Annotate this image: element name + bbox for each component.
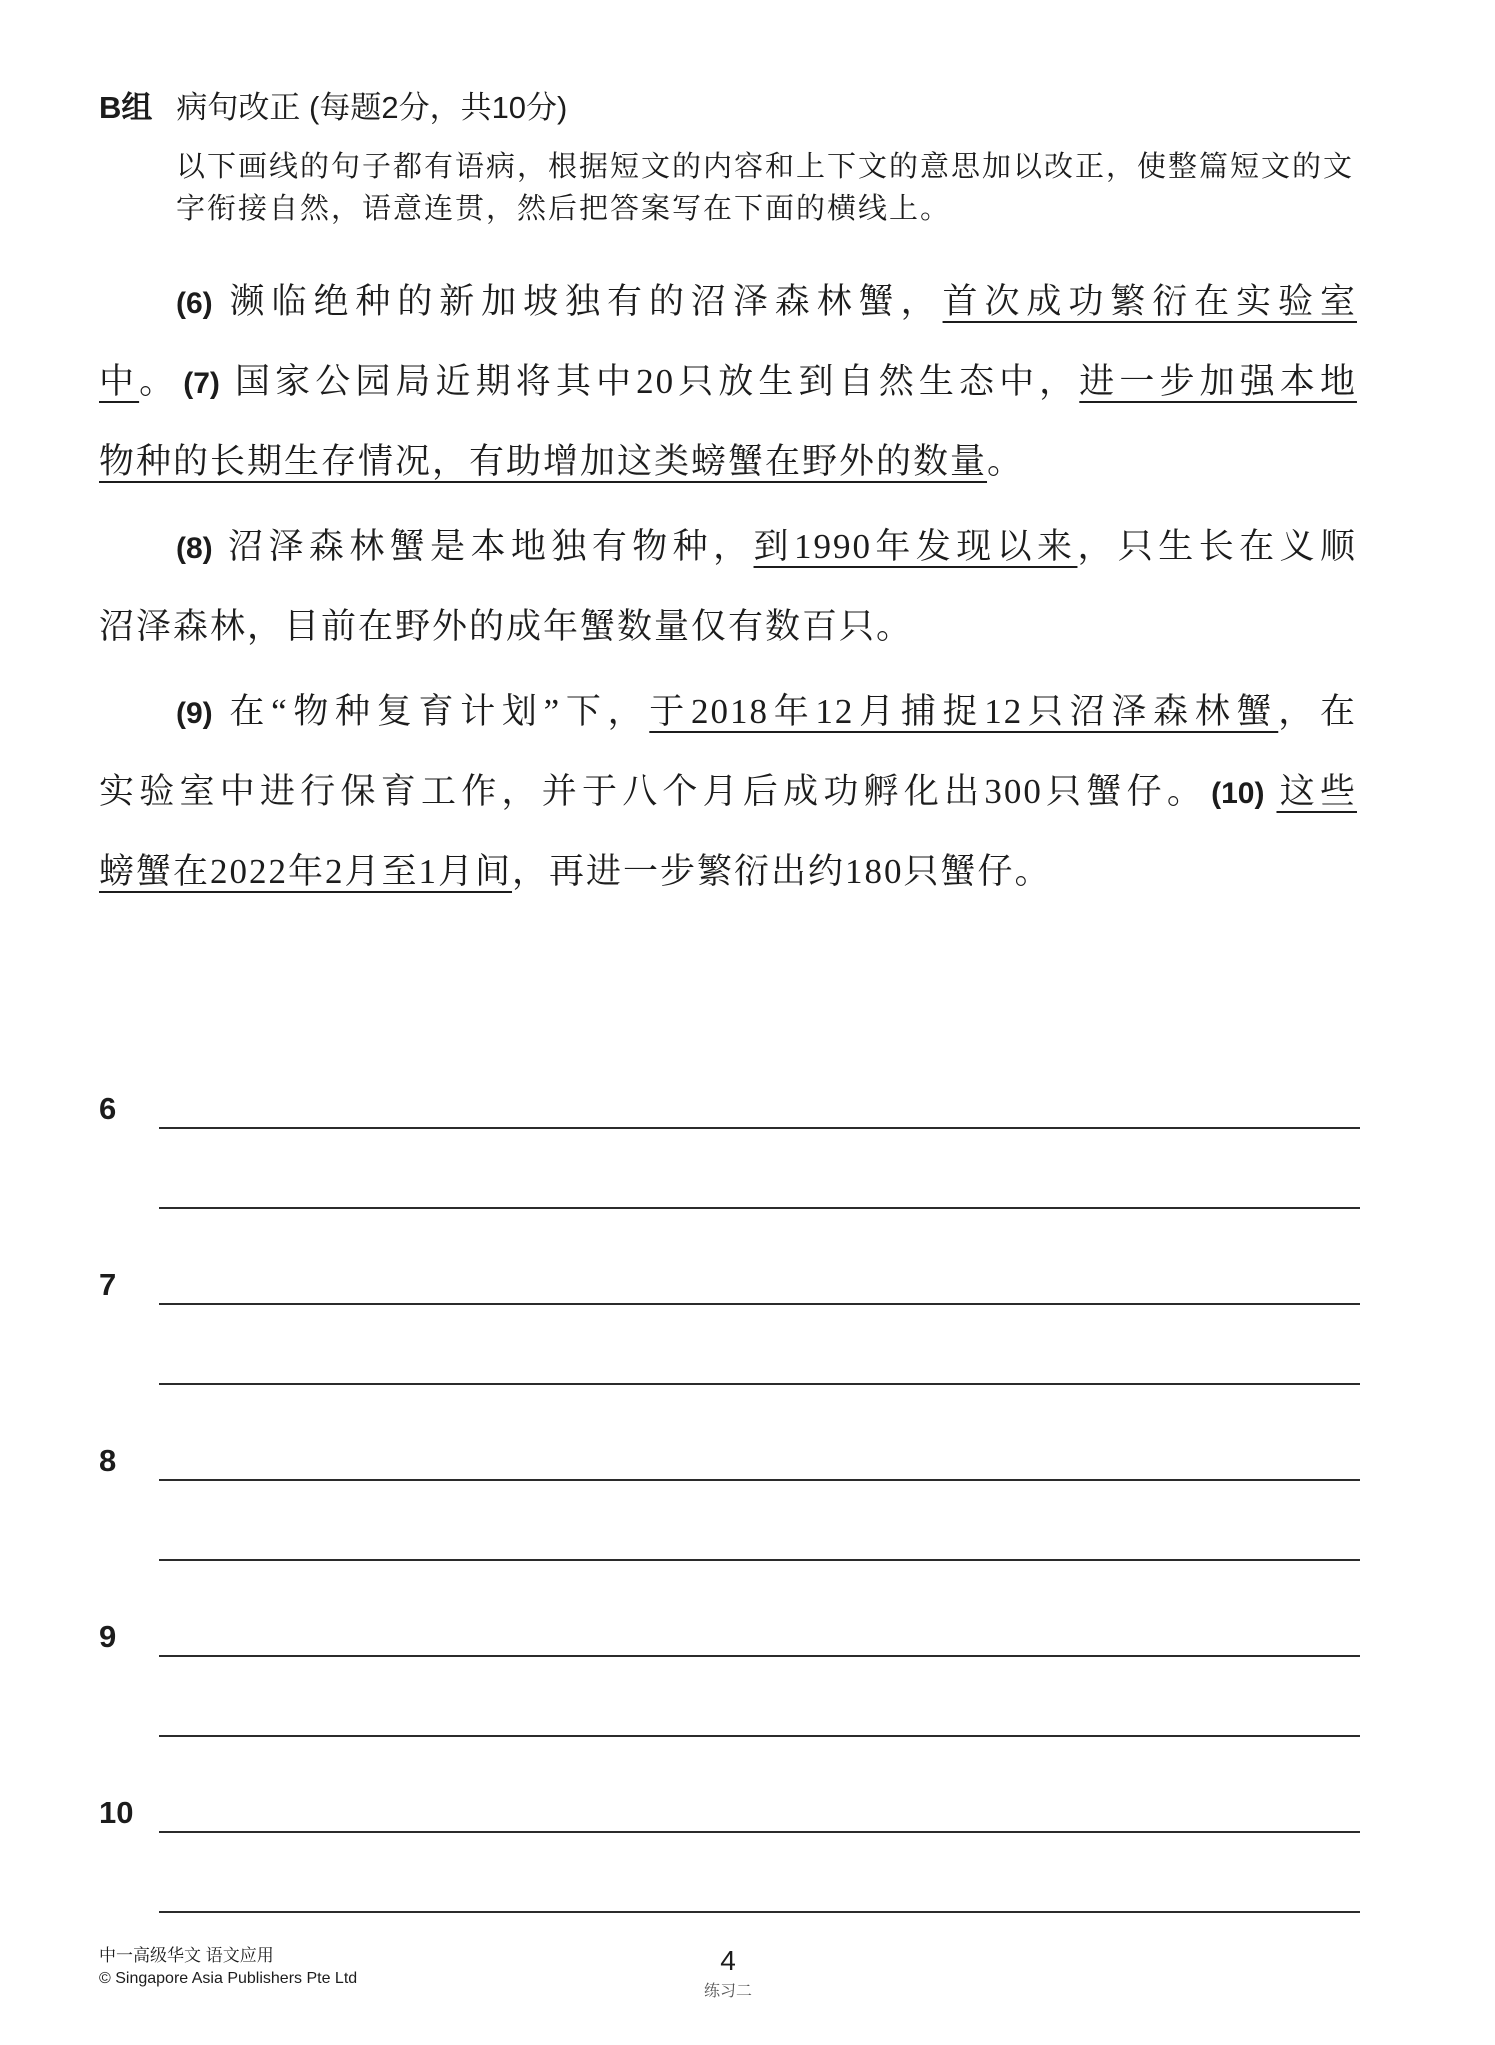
passage <box>99 262 1357 917</box>
book-title: 中一高级华文 语文应用 <box>99 1946 274 1965</box>
passage-line <box>99 507 1357 587</box>
answer-writing-line <box>159 1831 1360 1833</box>
sentence-number: (10) <box>1211 777 1265 810</box>
sentence-number: (6) <box>176 287 213 320</box>
passage-text: 沼泽森林蟹是本地独有物种， <box>224 527 754 566</box>
footer-publisher-info <box>99 1944 357 1990</box>
underlined-sentence: 物种的长期生存情况，有助增加这类螃蟹在野外的数量 <box>99 442 988 481</box>
answer-writing-line <box>159 1479 1360 1481</box>
instruction-line: 字衔接自然，语意连贯，然后把答案写在下面的横线上。 <box>176 193 952 225</box>
answer-number: 9 <box>99 1619 117 1654</box>
passage-text: 实验室中进行保育工作，并于八个月后成功孵化出300只蟹仔。 <box>99 772 1208 811</box>
page-number: 4 <box>720 1945 736 1976</box>
group-label: B组 <box>99 90 153 125</box>
passage-text: 。 <box>139 362 180 401</box>
underlined-sentence: 到1990年发现以来 <box>753 527 1078 566</box>
answer-writing-line <box>159 1383 1360 1385</box>
passage-text: ，只生长在义顺 <box>1077 527 1357 566</box>
underlined-sentence: 进一步加强本地 <box>1079 362 1357 401</box>
underlined-sentence: 这些 <box>1276 772 1357 811</box>
answer-block <box>99 1264 1360 1440</box>
passage-text: ，再进一步繁衍出约180只蟹仔。 <box>512 852 1052 891</box>
instruction-line: 以下画线的句子都有语病，根据短文的内容和上下文的意思加以改正，使整篇短文的文 <box>176 151 1355 183</box>
answer-block <box>99 1792 1360 1968</box>
exercise-label: 练习二 <box>703 1983 752 2000</box>
underlined-sentence: 中 <box>99 362 140 401</box>
answer-writing-line <box>159 1735 1360 1737</box>
answer-writing-line <box>159 1207 1360 1209</box>
answer-section <box>99 1088 1360 1968</box>
passage-line <box>99 262 1357 342</box>
sentence-number: (7) <box>183 367 220 400</box>
answer-block <box>99 1616 1360 1792</box>
answer-block <box>99 1088 1360 1264</box>
answer-number: 7 <box>99 1267 117 1302</box>
passage-paragraph <box>99 262 1357 502</box>
passage-text: 。 <box>987 442 1025 481</box>
section-header <box>99 88 567 128</box>
passage-text: 国家公园局近期将其中20只放生到自然生态中， <box>231 362 1080 401</box>
answer-number: 6 <box>99 1091 117 1126</box>
passage-line <box>99 672 1357 752</box>
passage-line <box>99 587 1357 667</box>
section-title: 病句改正 (每题2分，共10分) <box>176 90 568 125</box>
passage-text: 濒临绝种的新加坡独有的沼泽森林蟹， <box>224 282 943 321</box>
passage-paragraph <box>99 672 1357 912</box>
answer-number: 10 <box>99 1795 134 1830</box>
passage-text: 在“物种复育计划”下， <box>224 692 650 731</box>
passage-paragraph <box>99 507 1357 667</box>
answer-writing-line <box>159 1911 1360 1913</box>
answer-writing-line <box>159 1127 1360 1129</box>
answer-block <box>99 1440 1360 1616</box>
passage-text: 沼泽森林，目前在野外的成年蟹数量仅有数百只。 <box>99 607 914 646</box>
answer-number: 8 <box>99 1443 117 1478</box>
instructions <box>176 146 1354 230</box>
sentence-number: (8) <box>176 532 213 565</box>
underlined-sentence: 于2018年12月捕捉12只沼泽森林蟹 <box>649 692 1279 731</box>
passage-line <box>99 422 1357 502</box>
answer-writing-line <box>159 1655 1360 1657</box>
copyright-notice: © Singapore Asia Publishers Pte Ltd <box>99 1970 358 1987</box>
passage-line <box>99 832 1357 912</box>
sentence-number: (9) <box>176 697 213 730</box>
answer-writing-line <box>159 1303 1360 1305</box>
passage-line <box>99 342 1357 422</box>
underlined-sentence: 首次成功繁衍在实验室 <box>942 282 1357 321</box>
passage-line <box>99 752 1357 832</box>
answer-writing-line <box>159 1559 1360 1561</box>
passage-text: ，在 <box>1278 692 1357 731</box>
underlined-sentence: 螃蟹在2022年2月至1月间 <box>99 852 513 891</box>
